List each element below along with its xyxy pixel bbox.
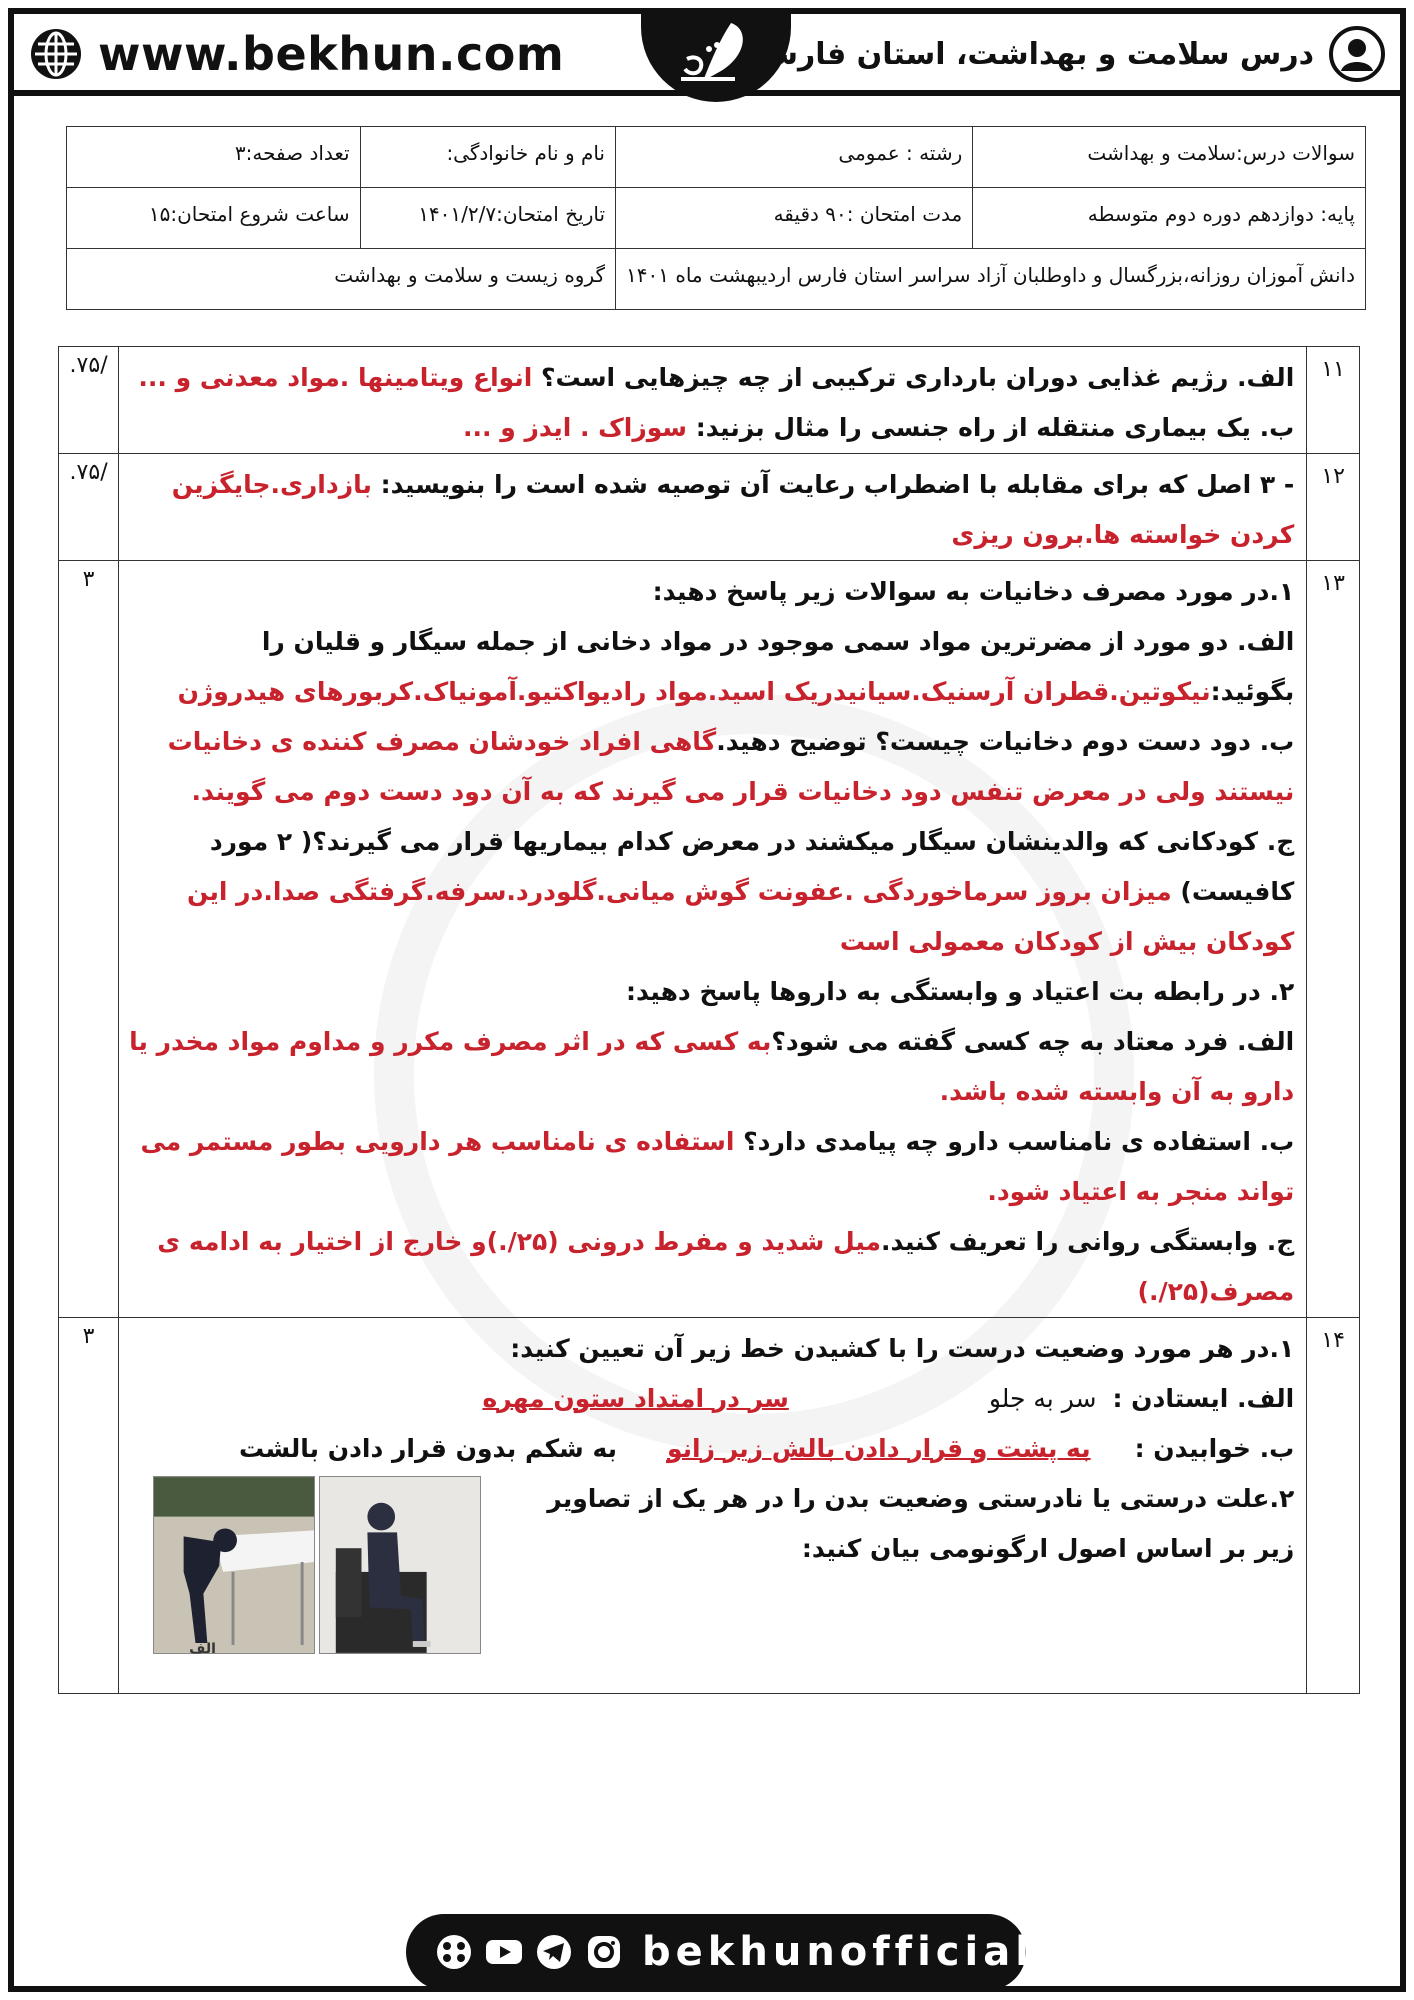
- question-text: ب. یک بیماری منتقله از راه جنسی را مثال بزنید:: [687, 413, 1295, 442]
- question-body: [119, 561, 1307, 1318]
- info-row: [67, 249, 1366, 310]
- page-frame: [8, 8, 1406, 1992]
- info-subject: سوالات درس:سلامت و بهداشت: [973, 127, 1366, 188]
- social-icons: [434, 1932, 624, 1972]
- question-score: /۷۵.: [59, 454, 119, 561]
- question-text: ۲. در رابطه بت اعتیاد و وابستگی به داروها پاسخ دهید:: [625, 977, 1295, 1006]
- answer-text: سوزاک . ایدز و ...: [463, 413, 687, 442]
- question-text: ب. دود دست دوم دخانیات چیست؟ توضیح دهید.: [716, 727, 1295, 756]
- answer-text: نیکوتین.قطران آرسنیک.سیانیدریک اسید.مواد رادیواکتیو.آمونیاک.کربورهای هیدروژن: [177, 677, 1211, 706]
- answer-text: مصرف(۲۵/.): [1137, 1277, 1295, 1306]
- question-text: الف. رژیم غذایی دوران بارداری ترکیبی از چه چیزهایی است؟: [532, 363, 1295, 392]
- answer-text: میزان بروز سرماخوردگی .عفونت گوش میانی.گلودرد.سرفه.گرفتگی صدا.در این: [187, 877, 1172, 906]
- telegram-icon[interactable]: [534, 1932, 574, 1972]
- question-text: زیر بر اساس اصول ارگونومی بیان کنید:: [801, 1534, 1295, 1563]
- info-audience: دانش آموزان روزانه،بزرگسال و داوطلبان آزاد سراسر استان فارس اردیبهشت ماه ۱۴۰۱: [616, 249, 1366, 310]
- exam-info-table: [66, 126, 1366, 310]
- globe-icon: [28, 26, 84, 82]
- answer-text: دارو به آن وابسته شده باشد.: [939, 1077, 1295, 1106]
- question-number: ۱۱: [1307, 347, 1360, 454]
- question-body: [119, 454, 1307, 561]
- question-row-11: [59, 347, 1360, 454]
- question-text: کافیست): [1171, 877, 1295, 906]
- option-head-aligned: سر در امتداد ستون مهره: [482, 1384, 789, 1413]
- info-row: [67, 188, 1366, 249]
- info-group: گروه زیست و سلامت و بهداشت: [67, 249, 616, 310]
- question-line: [129, 1017, 1294, 1067]
- feather-logo-icon: [661, 15, 771, 95]
- question-line: [129, 717, 1294, 767]
- question-text: بگوئید:: [1210, 677, 1295, 706]
- photo-sitting: [319, 1476, 481, 1654]
- question-line: [129, 1117, 1294, 1167]
- top-banner: [14, 14, 1400, 96]
- posture-photos: [129, 1464, 1294, 1657]
- question-row-13: [59, 561, 1360, 1318]
- person-bending-icon: [154, 1477, 314, 1653]
- question-number: ۱۲: [1307, 454, 1360, 561]
- question-text: ۲.علت درستی یا نادرستی وضعیت بدن را در هر یک از تصاویر: [547, 1484, 1295, 1513]
- course-title-block: [757, 24, 1386, 84]
- aparat-icon[interactable]: [434, 1932, 474, 1972]
- question-score: /۷۵.: [59, 347, 119, 454]
- answer-text: تواند منجر به اعتیاد شود.: [987, 1177, 1295, 1206]
- social-footer: [406, 1914, 1034, 1990]
- question-text: ج. کودکانی که والدینشان سیگار میکشند در معرض کدام بیماریها قرار می گیرند؟( ۲ مورد: [209, 827, 1295, 856]
- social-handle[interactable]: bekhunofficial: [642, 1929, 1034, 1975]
- answer-text: گاهی افراد خودشان مصرف کننده ی دخانیات: [167, 727, 717, 756]
- user-icon: [1328, 25, 1386, 83]
- question-body: [119, 347, 1307, 454]
- question-line: [129, 460, 1294, 510]
- answer-text: انواع ویتامینها .مواد معدنی و ...: [138, 363, 533, 392]
- question-number: ۱۴: [1307, 1318, 1360, 1694]
- person-sitting-icon: [320, 1477, 480, 1653]
- question-line: [129, 867, 1294, 917]
- question-row-14: [59, 1318, 1360, 1694]
- answer-text: نیستند ولی در معرض تنفس دود دخانیات قرار می گیرند که به آن دود دست دوم می گویند.: [191, 777, 1295, 806]
- photo-bending: [153, 1476, 315, 1654]
- question-body: [119, 1318, 1307, 1694]
- info-grade: پایه: دوازدهم دوره دوم متوسطه: [973, 188, 1366, 249]
- question-line: [129, 353, 1294, 403]
- question-text: ۱.در مورد مصرف دخانیات به سوالات زیر پاسخ دهید:: [652, 577, 1295, 606]
- info-start-time: ساعت شروع امتحان:۱۵: [67, 188, 361, 249]
- question-text: ج. وابستگی روانی را تعریف کنید.: [881, 1227, 1295, 1256]
- info-row: [67, 127, 1366, 188]
- question-text: ب. استفاده ی نامناسب دارو چه پیامدی دارد؟: [734, 1127, 1295, 1156]
- option-row-standing: [129, 1374, 1294, 1424]
- course-title: درس سلامت و بهداشت، استان فارس: [756, 36, 1314, 72]
- question-text: الف. دو مورد از مضرترین مواد سمی موجود در مواد دخانی از جمله سیگار و قلیان را: [261, 627, 1295, 656]
- question-text: ۱.در هر مورد وضعیت درست را با کشیدن خط زیر آن تعیین کنید:: [510, 1334, 1295, 1363]
- info-name: نام و نام خانوادگی:: [360, 127, 615, 188]
- answer-text: میل شدید و مفرط درونی (۲۵/.)و خارج از اختیار به ادامه ی: [157, 1227, 882, 1256]
- questions-table: [58, 346, 1360, 1694]
- option-label: الف. ایستادن :: [1112, 1384, 1295, 1413]
- question-number: ۱۳: [1307, 561, 1360, 1318]
- question-score: ۳: [59, 1318, 119, 1694]
- question-text: الف. فرد معتاد به چه کسی گفته می شود؟: [771, 1027, 1295, 1056]
- option-label: ب. خوابیدن :: [1134, 1434, 1295, 1463]
- answer-text: استفاده ی نامناسب هر دارویی بطور مستمر می: [140, 1127, 735, 1156]
- info-pages: تعداد صفحه:۳: [67, 127, 361, 188]
- answer-text: به کسی که در اثر مصرف مکرر و مداوم مواد مخدر یا: [129, 1027, 772, 1056]
- site-url: www.bekhun.com: [98, 27, 565, 81]
- question-line: [129, 667, 1294, 717]
- answer-text: کردن خواسته ها.برون ریزی: [951, 520, 1295, 549]
- youtube-icon[interactable]: [484, 1932, 524, 1972]
- question-line: [129, 403, 1294, 453]
- instagram-icon[interactable]: [584, 1932, 624, 1972]
- photo-caption: الف: [189, 1641, 216, 1657]
- option-back-pillow: به پشت و قرار دادن بالش زیر زانو: [667, 1434, 1091, 1463]
- option-head-forward: سر به جلو: [988, 1384, 1097, 1413]
- question-line: [129, 1217, 1294, 1267]
- answer-text: کودکان بیش از کودکان معمولی است: [839, 927, 1295, 956]
- info-field: رشته : عمومی: [616, 127, 973, 188]
- info-duration: مدت امتحان :۹۰ دقیقه: [616, 188, 973, 249]
- question-row-12: [59, 454, 1360, 561]
- question-score: ۳: [59, 561, 119, 1318]
- site-link[interactable]: [28, 24, 564, 84]
- answer-text: بازداری.جایگزین: [171, 470, 372, 499]
- question-text: - ۳ اصل که برای مقابله با اضطراب رعایت آن توصیه شده است را بنویسید:: [371, 470, 1295, 499]
- option-stomach-no-pillow: به شکم بدون قرار دادن بالشت: [238, 1434, 617, 1463]
- info-date: تاریخ امتحان:۱۴۰۱/۲/۷: [360, 188, 615, 249]
